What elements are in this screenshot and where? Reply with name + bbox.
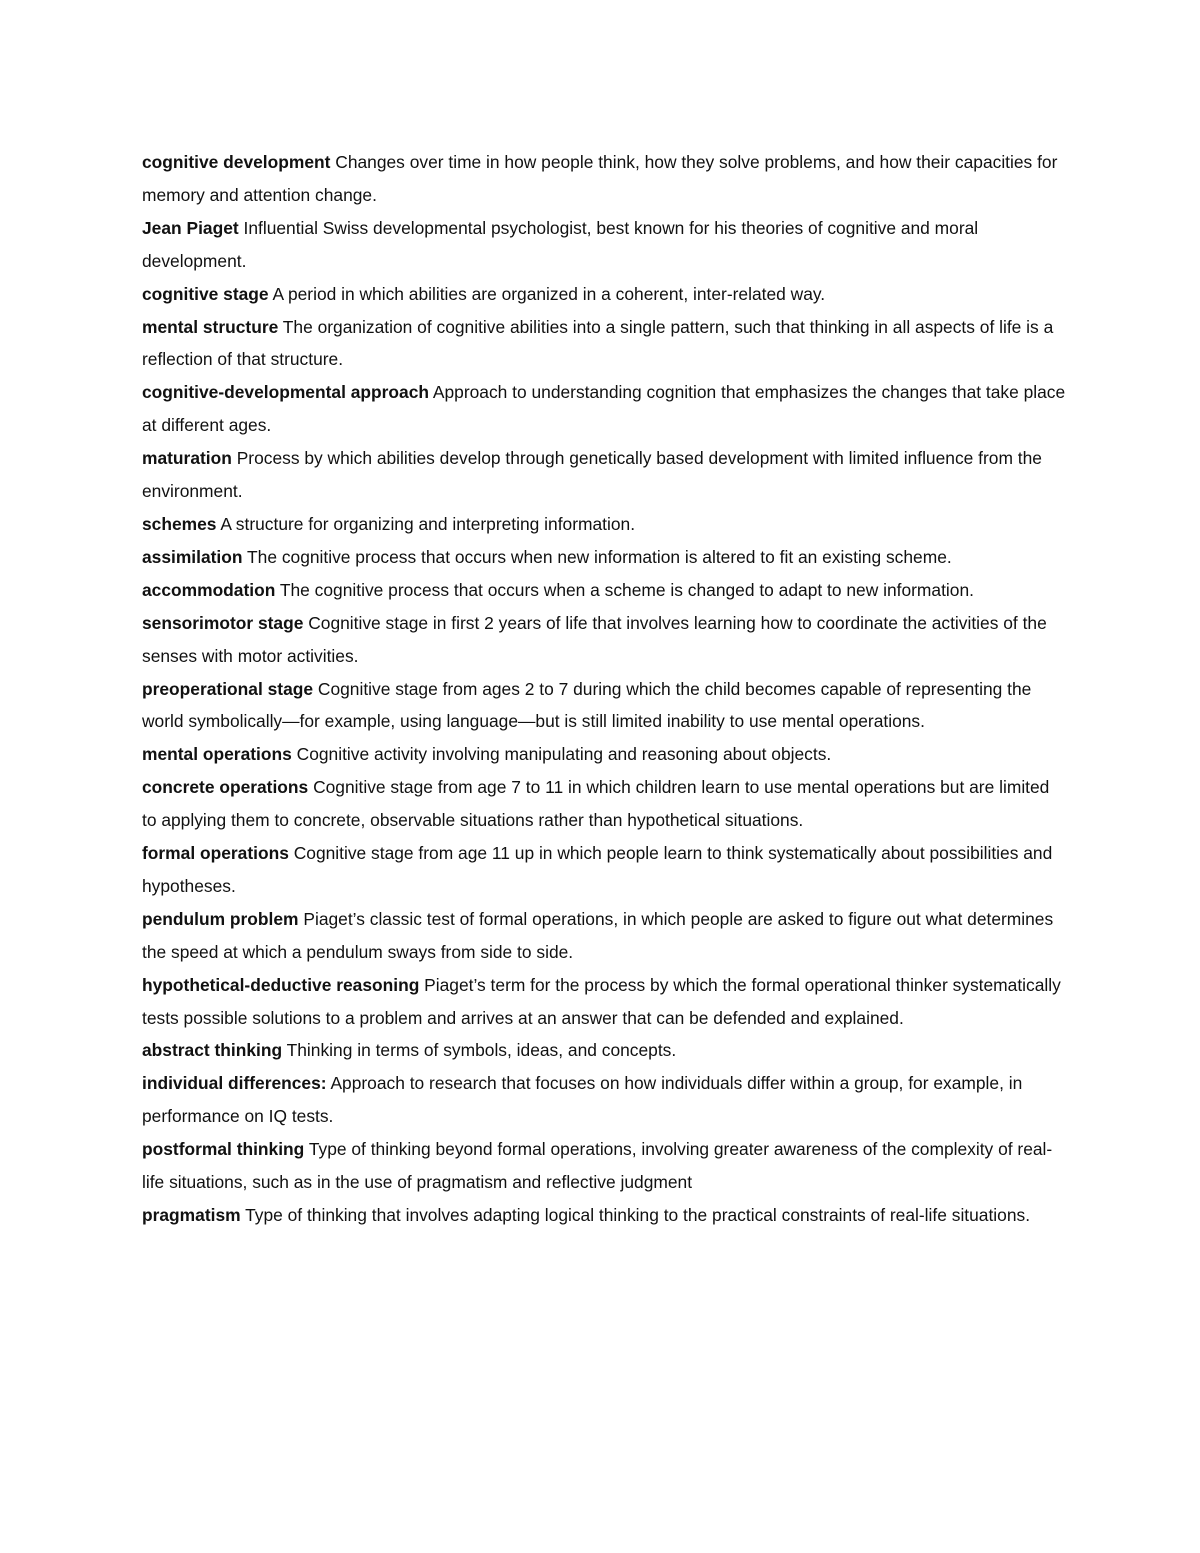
glossary-entry <box>142 738 1067 771</box>
glossary-entry <box>142 508 1067 541</box>
glossary-term: maturation <box>142 448 232 469</box>
glossary-entry <box>142 278 1067 311</box>
glossary-definition: Type of thinking that involves adapting logical thinking to the practical constraints of real-life situations. <box>240 1205 1031 1225</box>
glossary-entry <box>142 541 1067 574</box>
glossary-term: concrete operations <box>142 777 309 798</box>
glossary-entry <box>142 574 1067 607</box>
glossary-term: mental operations <box>142 744 292 765</box>
glossary-definition: Process by which abilities develop through genetically based development with limited influence from the environment. <box>142 448 1042 502</box>
glossary-entry <box>142 212 1067 278</box>
glossary-definition: The cognitive process that occurs when new information is altered to fit an existing scheme. <box>242 546 952 567</box>
glossary-term: cognitive development <box>142 152 331 172</box>
glossary-definition: Cognitive stage in first 2 years of life that involves learning how to coordinate the activities of the senses with motor activities. <box>142 612 1047 666</box>
glossary-term: accommodation <box>142 579 276 600</box>
glossary-entry <box>142 771 1067 837</box>
glossary-definition: The cognitive process that occurs when a scheme is changed to adapt to new information. <box>275 579 974 600</box>
glossary-term: mental structure <box>142 316 279 337</box>
glossary-definition: The organization of cognitive abilities into a single pattern, such that thinking in all aspects of life is a reflection of that structure. <box>142 316 1054 370</box>
glossary-definition: Approach to understanding cognition that emphasizes the changes that take place at different ages. <box>142 382 1066 436</box>
glossary-entry <box>142 969 1067 1035</box>
glossary-term: assimilation <box>142 546 243 567</box>
glossary-term: formal operations <box>142 843 289 864</box>
glossary-entry <box>142 673 1067 739</box>
glossary-entry <box>142 1067 1067 1133</box>
glossary-definition: Cognitive stage from age 11 up in which people learn to think systematically about possibilities and hypotheses. <box>142 843 1053 896</box>
glossary-definition: Type of thinking beyond formal operations, involving greater awareness of the complexity of real-life situations, such as in the use of pragmatism and reflective judgment <box>142 1139 1053 1193</box>
glossary-definition: A structure for organizing and interpreting information. <box>216 513 636 534</box>
glossary-term: individual differences: <box>142 1073 327 1094</box>
glossary-definition: A period in which abilities are organized in a coherent, inter-related way. <box>268 283 826 304</box>
glossary-entry <box>142 146 1067 212</box>
glossary-entry <box>142 1199 1067 1232</box>
glossary-definition: Piaget’s classic test of formal operations, in which people are asked to figure out what determines the speed at which a pendulum sways from side to side. <box>142 908 1054 962</box>
glossary-entry <box>142 837 1067 903</box>
glossary-term: schemes <box>142 513 217 534</box>
glossary-definition: Cognitive activity involving manipulating and reasoning about objects. <box>291 744 832 765</box>
glossary-definition: Approach to research that focuses on how individuals differ within a group, for example, in performance on IQ tests. <box>142 1073 1023 1127</box>
glossary-term: pragmatism <box>142 1205 241 1225</box>
glossary-entry <box>142 903 1067 969</box>
glossary-definition: Influential Swiss developmental psychologist, best known for his theories of cognitive and moral development. <box>142 217 979 271</box>
glossary-term: cognitive-developmental approach <box>142 382 430 403</box>
glossary-term: hypothetical-deductive reasoning <box>142 974 420 995</box>
glossary-term: Jean Piaget <box>142 217 239 238</box>
glossary-entry <box>142 376 1067 442</box>
glossary-entry <box>142 1034 1067 1067</box>
glossary-term: postformal thinking <box>142 1139 305 1160</box>
glossary-definition: Thinking in terms of symbols, ideas, and concepts. <box>282 1040 677 1061</box>
glossary-entry <box>142 1133 1067 1199</box>
glossary-term: sensorimotor stage <box>142 612 304 633</box>
glossary-term: cognitive stage <box>142 283 269 304</box>
glossary-definition: Cognitive stage from age 7 to 11 in which children learn to use mental operations but are limited to applying them to concrete, observable situations rather than hypothetical situations. <box>142 777 1050 831</box>
glossary-definition: Changes over time in how people think, how they solve problems, and how their capacities for memory and attention change. <box>142 152 1058 205</box>
glossary-definition: Piaget’s term for the process by which the formal operational thinker systematically tests possible solutions to a problem and arrives at an answer that can be defended and explained. <box>142 974 1061 1028</box>
glossary-entry <box>142 442 1067 508</box>
glossary-entry <box>142 607 1067 673</box>
glossary-definition: Cognitive stage from ages 2 to 7 during which the child becomes capable of representing the world symbolically—for example, using language—but is still limited inability to use mental operations. <box>142 678 1032 732</box>
glossary-term: abstract thinking <box>142 1040 283 1061</box>
glossary-term: preoperational stage <box>142 678 314 699</box>
glossary-list <box>142 146 1067 1232</box>
glossary-term: pendulum problem <box>142 908 299 929</box>
glossary-entry <box>142 311 1067 377</box>
